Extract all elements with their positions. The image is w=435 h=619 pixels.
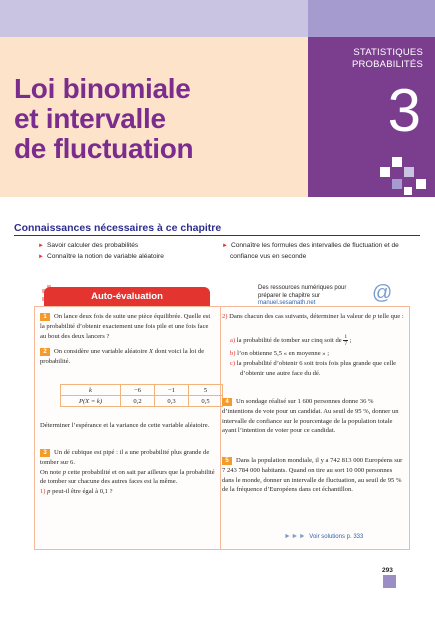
exercise-text: l’on obtienne 5,5 « en moyenne » ; bbox=[237, 350, 330, 357]
exercise-2 bbox=[40, 347, 216, 367]
variable-name: p bbox=[62, 468, 67, 476]
fraction-numerator: 1 bbox=[344, 334, 348, 340]
exercise-number: 2 bbox=[40, 348, 50, 356]
exercise-4 bbox=[222, 397, 404, 436]
exercise-number: 1 bbox=[40, 313, 50, 321]
variable-name: p bbox=[372, 313, 377, 320]
prerequisite-item bbox=[38, 251, 164, 263]
sub-question-label: 2) bbox=[222, 313, 228, 320]
solutions-link[interactable] bbox=[284, 533, 363, 540]
decorative-square bbox=[404, 187, 412, 195]
exercise-3-part-2-c bbox=[230, 359, 404, 379]
exercise-text: telle que : bbox=[377, 313, 404, 320]
table-cell: −6 bbox=[121, 385, 155, 396]
exercise-number: 4 bbox=[222, 398, 232, 406]
variable-name: p bbox=[47, 488, 51, 496]
decorative-square bbox=[392, 179, 402, 189]
resources-text: Des ressources numériques pour préparer le chapitre sur bbox=[258, 285, 347, 299]
prerequisite-text: Savoir calculer des probabilités bbox=[46, 242, 139, 249]
decorative-square bbox=[404, 167, 414, 177]
exercise-text: Dans la population mondiale, il y a 742 813 000 Européens sur 7 243 784 000 habitants. Quand on tire au sort 10 000 personnes dans le monde, donner un intervalle de fluctuation, au seuil de 95 % de la fréquence d’Européens dans cet échantillon. bbox=[222, 457, 403, 494]
exercise-text: dont voici la loi de probabilité. bbox=[40, 348, 205, 365]
chapter-title-line1: Loi binomiale bbox=[14, 73, 191, 104]
prerequisite-item-continuation: confiance vus en seconde bbox=[230, 253, 307, 260]
table-header-cell: k bbox=[61, 385, 121, 396]
at-sign-icon[interactable]: @ bbox=[372, 282, 393, 304]
exercise-text: la probabilité de tomber sur cinq soit de bbox=[236, 337, 342, 345]
exercise-text: On considère une variable aléatoire bbox=[54, 348, 148, 355]
exercise-text: On note bbox=[40, 468, 62, 476]
page-number: 293 bbox=[382, 567, 393, 574]
bullet-arrow-icon: ► bbox=[222, 243, 228, 249]
sub-question-label: a) bbox=[230, 337, 236, 345]
table-cell: 0,2 bbox=[121, 396, 155, 407]
table-row bbox=[61, 385, 223, 396]
chapter-topic-line1: STATISTIQUES bbox=[353, 47, 423, 58]
exercise-text: cette probabilité et on sait par ailleurs que la probabilité de tomber sur chacune des autres faces est la même. bbox=[40, 468, 215, 486]
exercise-text: Un dé cubique est pipé : il a une probabilité plus grande de tomber sur 6. bbox=[40, 449, 210, 466]
prerequisites-rule bbox=[14, 235, 420, 236]
probability-table bbox=[60, 384, 223, 407]
column-divider bbox=[220, 306, 221, 550]
table-cell: 5 bbox=[189, 385, 223, 396]
decorative-square bbox=[416, 179, 426, 189]
decorative-square bbox=[380, 167, 390, 177]
prerequisite-text: Connaître la notion de variable aléatoire bbox=[46, 253, 164, 260]
resources-link[interactable]: manuel.sesamath.net bbox=[258, 300, 316, 306]
exercise-text: peut-il être égal à 0,1 ? bbox=[52, 488, 113, 496]
chapter-number: 3 bbox=[387, 77, 421, 144]
bullet-arrow-icon: ► bbox=[38, 243, 44, 249]
top-band-accent bbox=[308, 0, 435, 37]
table-cell: −1 bbox=[155, 385, 189, 396]
table-row bbox=[61, 396, 223, 407]
sub-question-label: b) bbox=[230, 350, 236, 357]
exercise-2-question: Déterminer l’espérance et la variance de cette variable aléatoire. bbox=[40, 422, 210, 429]
prerequisite-text: Connaître les formules des intervalles de fluctuation et de bbox=[230, 242, 399, 249]
table-header-cell: P(X = k) bbox=[61, 396, 121, 407]
self-assessment-tab: Auto-évaluation bbox=[44, 287, 210, 306]
exercise-3 bbox=[40, 448, 216, 497]
variable-name: X bbox=[149, 348, 154, 355]
chapter-title-line2: et intervalle bbox=[14, 103, 166, 134]
chapter-topic bbox=[308, 47, 423, 71]
exercise-3-part-2-b bbox=[230, 349, 404, 359]
exercise-3-part-2 bbox=[222, 312, 404, 322]
exercise-5 bbox=[222, 456, 404, 495]
solutions-link-text[interactable]: Voir solutions p. 333 bbox=[309, 534, 364, 540]
chapter-box bbox=[308, 37, 435, 197]
table-cell: 0,3 bbox=[155, 396, 189, 407]
sub-question-label: c) bbox=[230, 360, 236, 367]
chapter-topic-line2: PROBABILITÉS bbox=[351, 59, 423, 70]
exercise-number: 5 bbox=[222, 457, 232, 465]
exercise-text: Un sondage réalisé sur 1 600 personnes donne 36 % d’intentions de vote pour un candidat. Au seuil de 95 %, donner un intervalle de confiance sur le pourcentage de la population totale ayant l’intention de voter pour ce candidat. bbox=[222, 398, 399, 435]
resources-note bbox=[258, 285, 370, 308]
exercise-text: On lance deux fois de suite une pièce équilibrée. Quelle est la probabilité d’obtenir exactement une fois pile et une fois face au bout des deux lancers ? bbox=[40, 313, 211, 340]
table-cell: 0,5 bbox=[189, 396, 223, 407]
exercise-3-part-2-a: a) la probabilité de tomber sur cinq soit de $\frac{1}{7}$ ; bbox=[230, 334, 352, 347]
exercise-text: Dans chacun des cas suivants, déterminer la valeur de bbox=[229, 313, 372, 320]
decorative-square bbox=[392, 157, 402, 167]
prerequisites-heading: Connaissances nécessaires à ce chapitre bbox=[14, 222, 222, 234]
chapter-title-line3: de fluctuation bbox=[14, 133, 194, 164]
exercise-number: 3 bbox=[40, 449, 50, 457]
fraction-denominator: 7 bbox=[344, 341, 348, 347]
fraction bbox=[343, 334, 348, 347]
exercise-1 bbox=[40, 312, 216, 341]
sub-question-label: 1) bbox=[40, 488, 46, 496]
triple-arrow-icon: ►►► bbox=[284, 533, 307, 540]
bullet-arrow-icon: ► bbox=[38, 254, 44, 260]
page-marker-square bbox=[383, 575, 396, 588]
exercise-text: la probabilité d’obtenir 6 soit trois fois plus grande que celle d’obtenir une autre face du dé. bbox=[236, 360, 397, 377]
